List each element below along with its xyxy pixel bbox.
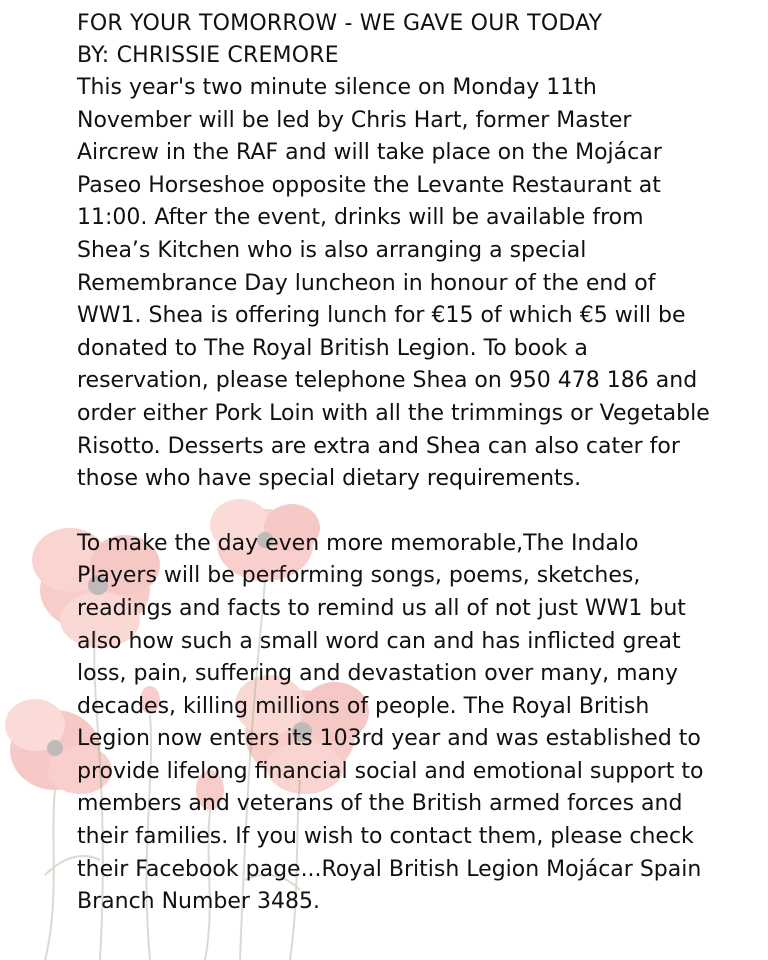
article-title: FOR YOUR TOMORROW - WE GAVE OUR TODAY (77, 11, 603, 36)
article-paragraph-2: To make the day even more memorable,The Indalo Players will be performing songs, poems, sketches, readings and facts to remind us all of not just WW1 but also how such a small word can and has inflicted great loss, pain, suffering and devastation over many, many decades, killing millions of people. The Royal British Legion now enters its 103rd year and was established to provide lifelong financial social and emotional support to members and veterans of the British armed forces and their families. If you wish to contact them, please check their Facebook page...Royal British Legion Mojácar Spain Branch Number 3485. (77, 530, 704, 915)
article-byline: BY: CHRISSIE CREMORE (77, 43, 339, 68)
article-paragraph-1: This year's two minute silence on Monday 11th November will be led by Chris Hart, former Master Aircrew in the RAF and will take place on the Mojácar Paseo Horseshoe opposite the Levante Restaurant at 11:00. After the event, drinks will be available from Shea’s Kitchen who is also arranging a special Remembrance Day luncheon in honour of the end of WW1. Shea is offering lunch for €15 of which €5 will be donated to The Royal British Legion. To book a reservation, please telephone Shea on 950 478 186 and order either Pork Loin with all the trimmings or Vegetable Risotto. Desserts are extra and Shea can also cater for those who have special dietary requirements. (77, 75, 710, 492)
article (77, 8, 717, 919)
